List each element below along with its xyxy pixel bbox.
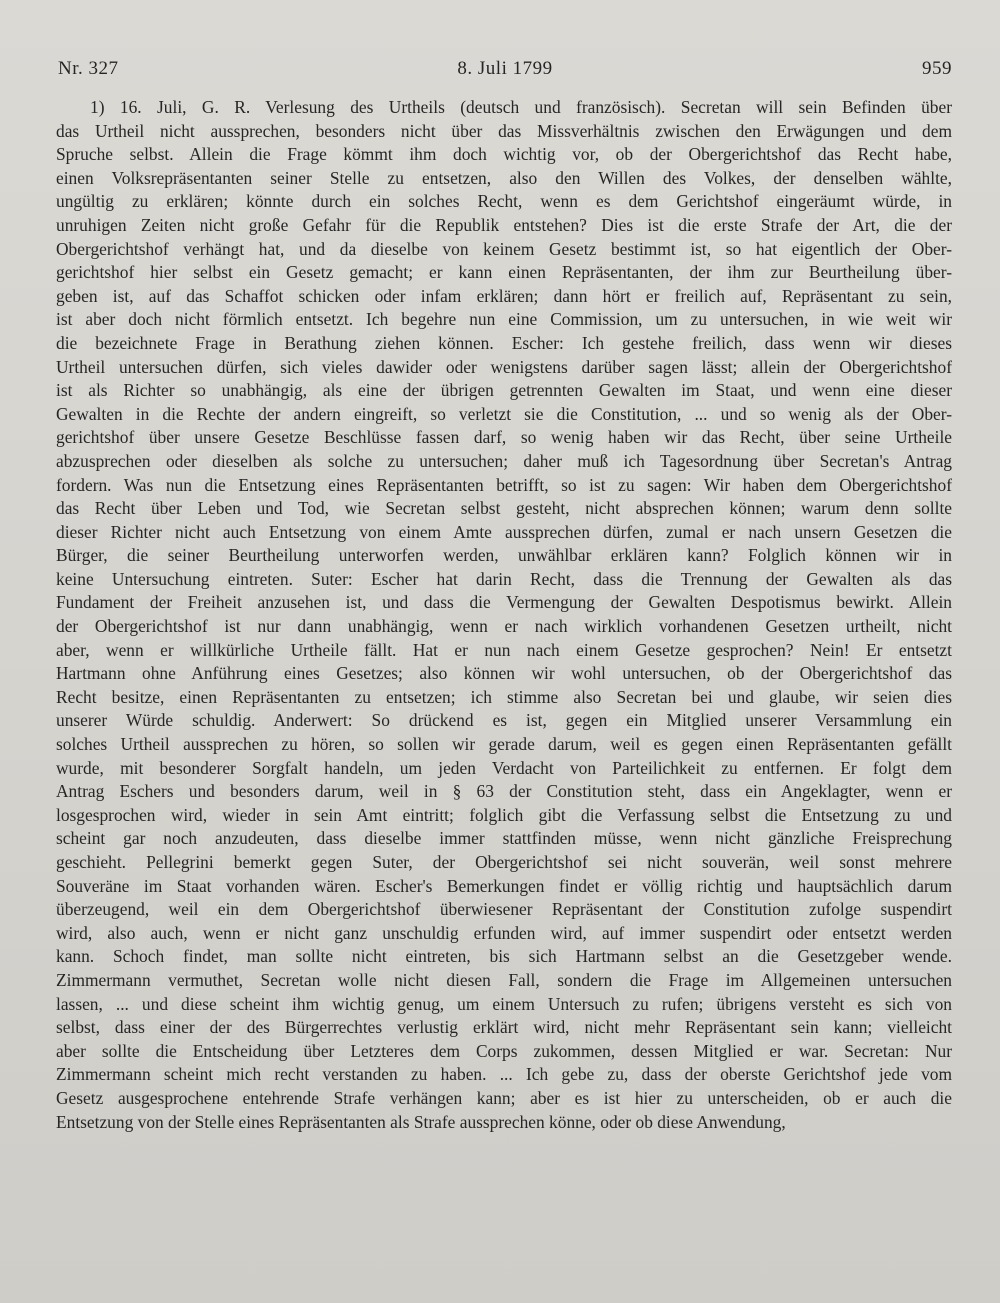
text-line: Bürger, die seiner Beurtheilung unterworfen werden, unwählbar erklären kann? Folglich können wir in	[56, 545, 952, 566]
text-line: 1) 16. Juli, G. R. Verlesung des Urtheils (deutsch und französisch). Secretan will sein Befinden über	[90, 97, 952, 117]
text-line: das Urtheil nicht aussprechen, besonders nicht über das Missverhältnis zwischen den Erwägungen und dem	[56, 120, 952, 141]
text-line: Recht besitze, einen Repräsentanten zu entsetzen; ich stimme also Secretan bei und glaube, wir seien dies	[56, 686, 952, 707]
text-line: ungültig zu erklären; könnte durch ein solches Recht, wenn es dem Gerichtshof eingeräumt würde, in	[56, 191, 952, 212]
text-line: einen Volksrepräsentanten seiner Stelle zu entsetzen, also den Willen des Volkes, der denselben wählte,	[56, 167, 952, 188]
header-date: 8. Juli 1799	[457, 58, 553, 79]
text-line: abzusprechen oder dieselben als solche zu untersuchen; daher muß ich Tagesordnung über Secretan's Antrag	[56, 450, 952, 471]
text-line: Zimmermann scheint mich recht verstanden zu haben. ... Ich gebe zu, dass der oberste Gerichtshof jede vom	[56, 1064, 952, 1085]
text-line: Obergerichtshof verhängt hat, und da dieselbe von keinem Gesetz bestimmt ist, so hat eigentlich der Ober-	[56, 238, 952, 259]
text-line: die bezeichnete Frage in Berathung ziehen können. Escher: Ich gestehe freilich, dass wenn wir dieses	[56, 332, 952, 353]
text-line: selbst, dass einer der des Bürgerrechtes verlustig erklärt wird, nicht mehr Repräsentant sein kann; vielleicht	[56, 1017, 952, 1038]
text-line: ist aber doch nicht förmlich entsetzt. Ich begehre nun eine Commission, um zu untersuchen, in wie weit wir	[56, 309, 952, 330]
text-line: losgesprochen wird, wieder in sein Amt eintritt; folglich gibt die Verfassung selbst die Entsetzung zu und	[56, 804, 952, 825]
text-line: Entsetzung von der Stelle eines Repräsentanten als Strafe aussprechen könne, oder ob diese Anwendung,	[56, 1111, 786, 1132]
text-line: solches Urtheil aussprechen zu hören, so sollen wir gerade darum, weil es gegen einen Repräsentanten gefällt	[56, 734, 952, 755]
text-line: Antrag Eschers und besonders darum, weil in § 63 der Constitution steht, dass ein Angeklagter, wenn er	[56, 781, 952, 802]
text-line: Souveräne im Staat vorhanden wären. Escher's Bemerkungen findet er völlig richtig und hauptsächlich darum	[56, 875, 952, 896]
text-line: gerichtshof über unsere Gesetze Beschlüsse fassen darf, so wenig haben wir das Recht, über seine Urtheile	[56, 427, 952, 448]
document-number: Nr. 327	[58, 58, 119, 79]
text-line: der Obergerichtshof ist nur dann unabhängig, wenn er nach wirklich vorhandenen Gesetzen urtheilt, nicht	[56, 616, 952, 637]
text-line: lassen, ... und diese scheint ihm wichtig genug, um einem Untersuch zu rufen; übrigens versteht es sich von	[56, 993, 952, 1014]
text-line: Gesetz ausgesprochene entehrende Strafe verhängen kann; aber es ist hier zu unterscheiden, ob er auch die	[56, 1087, 952, 1108]
text-line: Hartmann ohne Anführung eines Gesetzes; also können wir wohl untersuchen, ob der Obergerichtshof das	[56, 663, 952, 684]
text-line: keine Untersuchung eintreten. Suter: Escher hat darin Recht, dass die Trennung der Gewalten als das	[56, 568, 952, 589]
text-line: fordern. Was nun die Entsetzung eines Repräsentanten betrifft, so ist zu sagen: Wir haben dem Obergerichtshof	[56, 474, 952, 495]
text-line: Zimmermann vermuthet, Secretan wolle nicht diesen Fall, sondern die Frage im Allgemeinen untersuchen	[56, 969, 952, 990]
text-line: aber, wenn er willkürliche Urtheile fällt. Hat er nun nach einem Gesetze gesprochen? Nein! Er entsetzt	[56, 639, 952, 660]
text-line: das Recht über Leben und Tod, wie Secretan selbst gesteht, nicht absprechen können; warum denn sollte	[56, 498, 952, 519]
text-line: Spruche selbst. Allein die Frage kömmt ihm doch wichtig vor, ob der Obergerichtshof das Recht habe,	[56, 144, 952, 165]
text-line: geschieht. Pellegrini bemerkt gegen Suter, der Obergerichtshof sei nicht souverän, weil sonst mehrere	[56, 852, 952, 872]
text-line: Urtheil untersuchen dürfen, sich vieles dawider oder wenigstens darüber sagen lässt; allein der Obergerichtshof	[56, 356, 952, 377]
text-line: Fundament der Freiheit anzusehen ist, und dass die Vermengung der Gewalten Despotismus bewirkt. Allein	[56, 592, 952, 613]
page-number: 959	[922, 58, 952, 79]
text-line: wurde, mit besonderer Sorgfalt handeln, um jeden Verdacht von Parteilichkeit zu entfernen. Er folgt dem	[56, 757, 952, 778]
text-line: ist als Richter so unabhängig, als eine der übrigen getrennten Gewalten im Staat, und wenn eine dieser	[56, 380, 952, 401]
text-line: gerichtshof hier selbst ein Gesetz gemacht; er kann einen Repräsentanten, der ihm zur Beurtheilung über-	[56, 262, 952, 283]
text-line: unserer Würde schuldig. Anderwert: So drückend es ist, gegen ein Mitglied unserer Versammlung ein	[56, 710, 952, 731]
text-line: aber sollte die Entscheidung über Letzteres dem Corps zukommen, dessen Mitglied er war. Secretan: Nur	[56, 1040, 952, 1061]
text-line: unruhigen Zeiten nicht große Gefahr für die Republik entstehen? Dies ist die erste Strafe der Art, die der	[56, 214, 952, 235]
text-line: überzeugend, weil ein dem Obergerichtshof überwiesener Repräsentant der Constitution zufolge suspendirt	[56, 899, 952, 920]
text-line: geben ist, auf das Schaffot schicken oder infam erklären; dann hört er freilich auf, Repräsentant zu sein,	[56, 285, 952, 306]
footnote-text	[56, 96, 952, 1134]
text-line: kann. Schoch findet, man sollte nicht eintreten, bis sich Hartmann selbst an die Gesetzgeber wende.	[56, 946, 952, 967]
text-line: wird, also auch, wenn er nicht ganz unschuldig erfunden wird, auf immer suspendirt oder entsetzt werden	[56, 922, 952, 943]
text-line: Gewalten in die Rechte der andern eingreift, so verletzt sie die Constitution, ... und so wenig als der Ober-	[56, 403, 952, 424]
running-header	[58, 58, 952, 88]
text-line: scheint gar noch anzudeuten, dass dieselbe immer stattfinden müsse, wenn nicht gänzliche Freisprechung	[56, 828, 952, 849]
text-line: dieser Richter nicht auch Entsetzung von einem Amte aussprechen dürfen, zumal er nach unsern Gesetzen die	[56, 521, 952, 542]
